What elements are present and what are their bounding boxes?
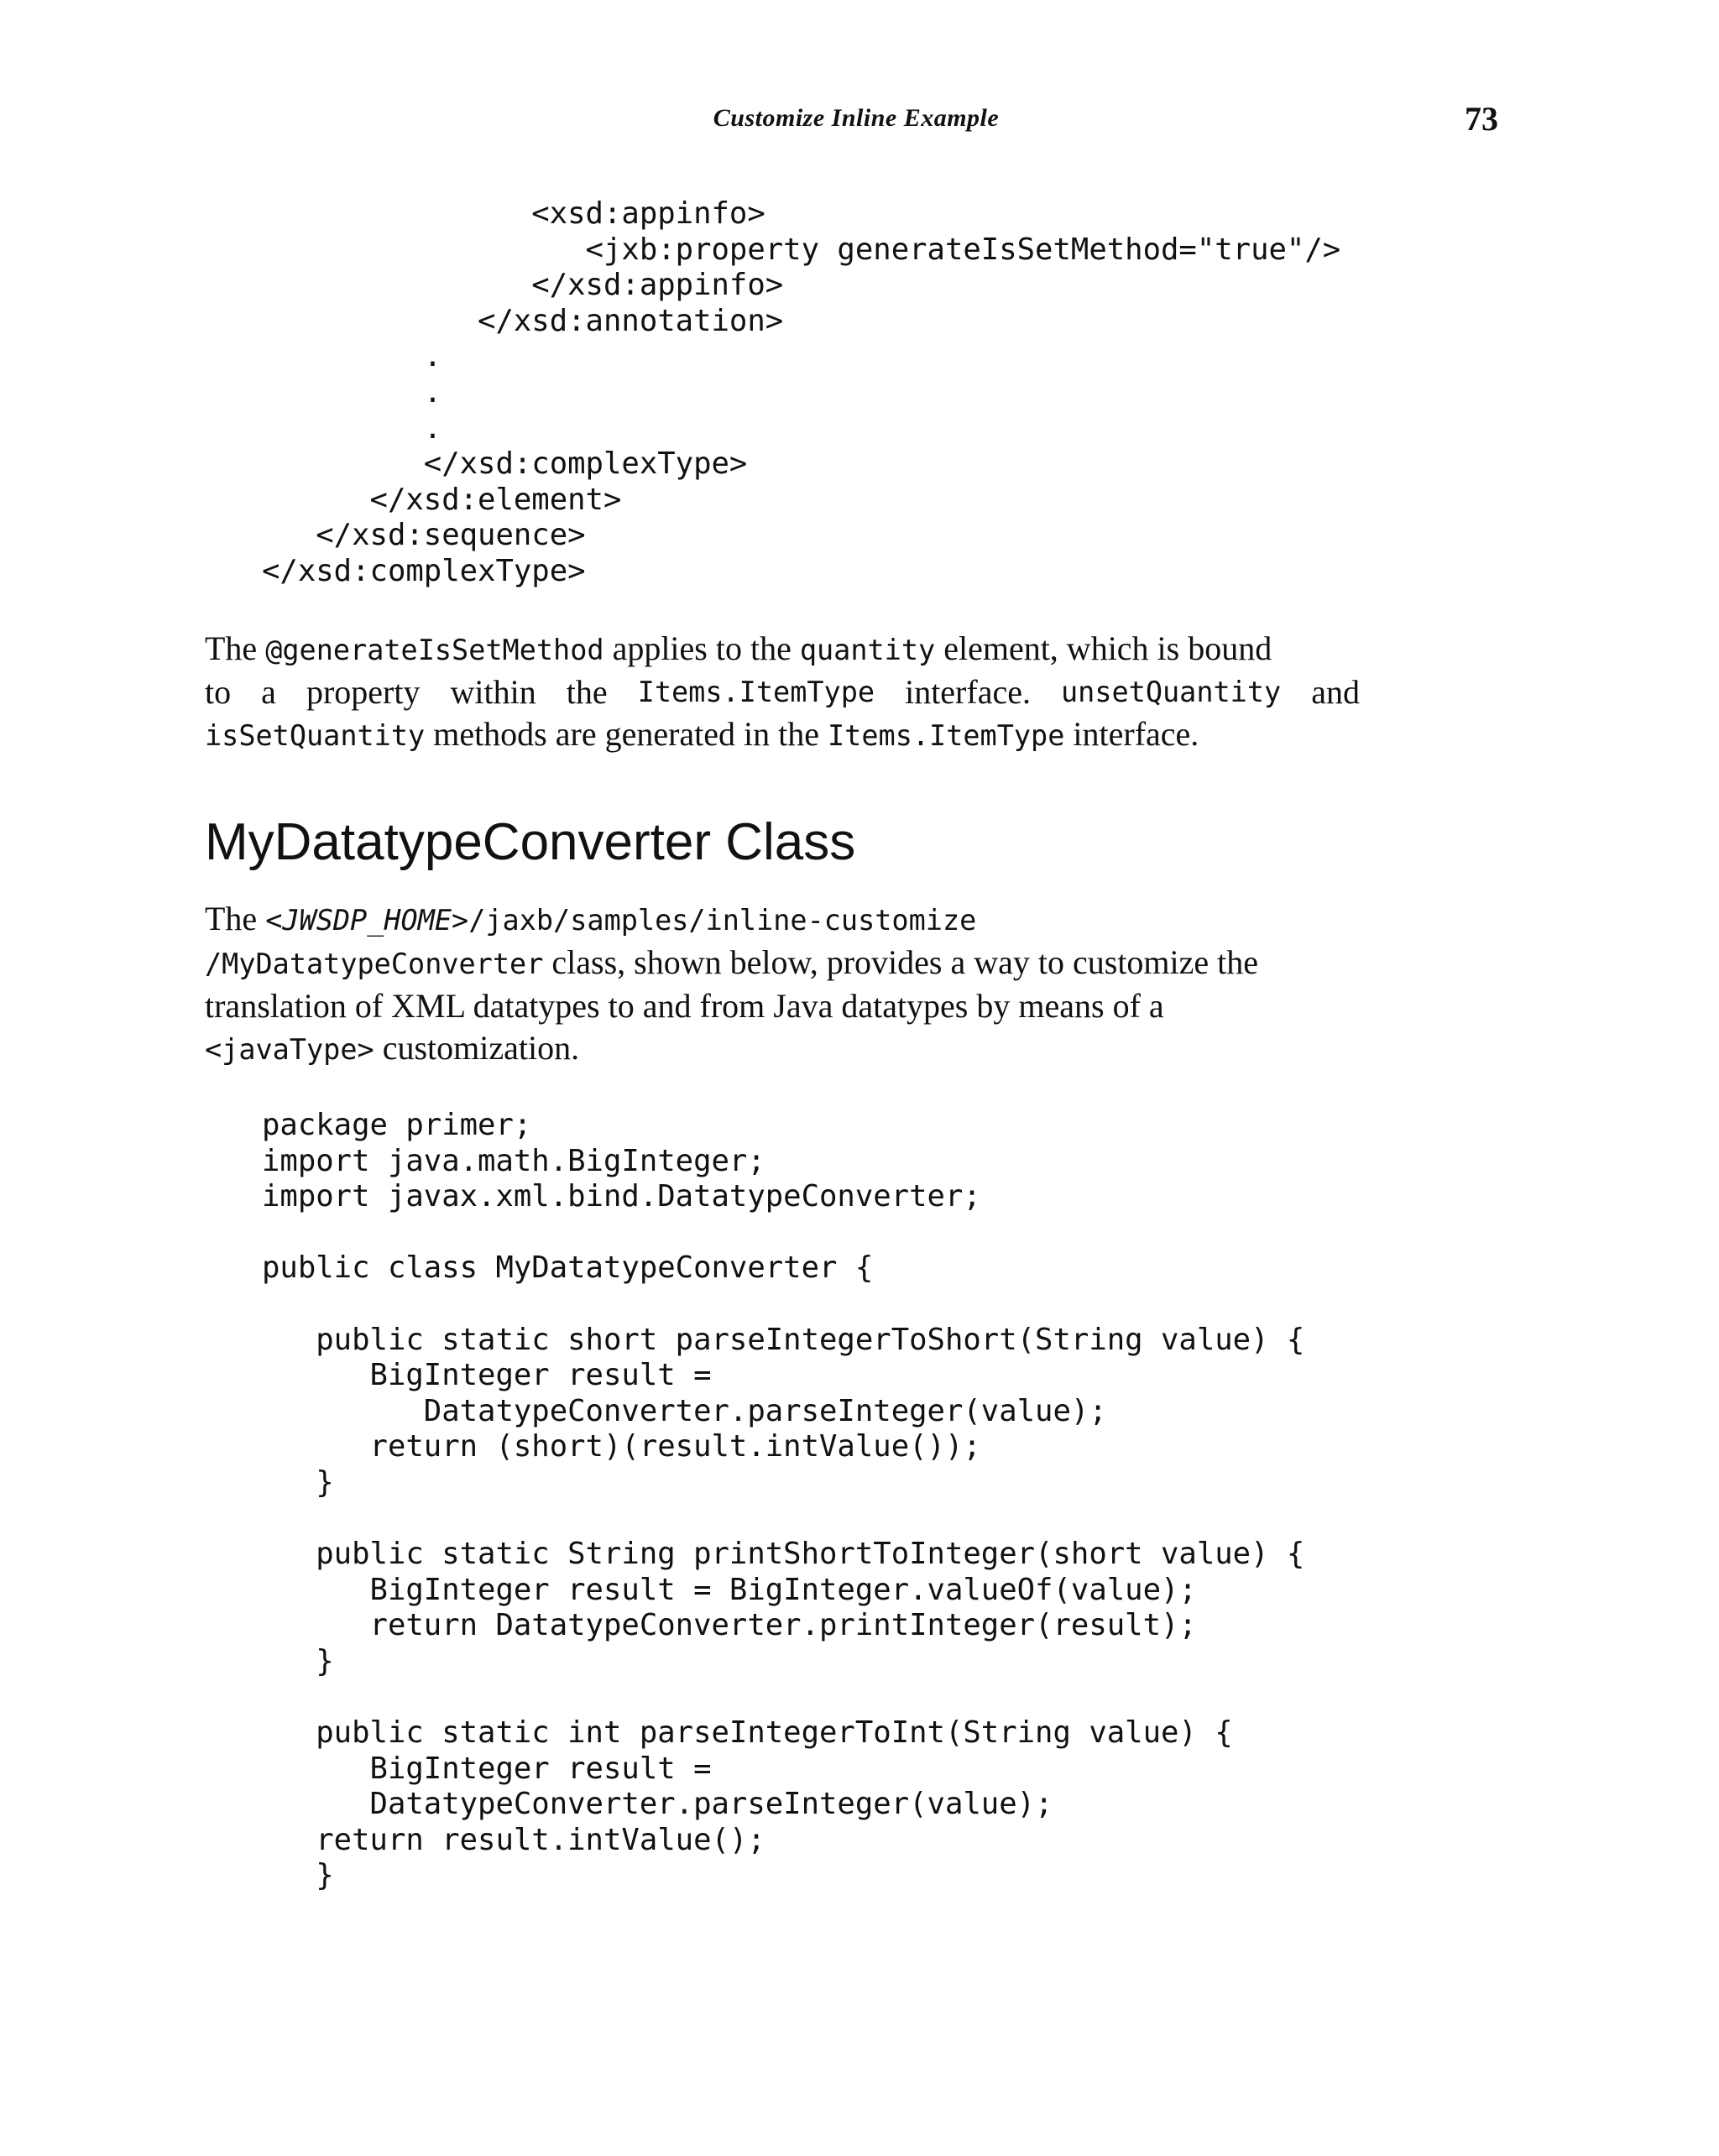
- text-run: customization.: [374, 1029, 580, 1067]
- code-block-java: package primer; import java.math.BigInteger; import javax.xml.bind.DatatypeConverter; public class MyDatatypeConverter { public static short parseIntegerToShort(String value) { BigInteger result = DatatypeConverter.parseInteger(value); return (short)(result.intValue()); } public static String printShortToInteger(short value) { BigInteger result = BigInteger.valueOf(value); return DatatypeConverter.printInteger(result); } public static int parseIntegerToInt(String value) { BigInteger result = DatatypeConverter.parseInteger(value); return result.intValue(); }: [262, 1108, 1305, 1893]
- word: interface.: [905, 673, 1031, 711]
- code-run: <javaType>: [205, 1033, 374, 1066]
- text-run: element, which is bound: [935, 629, 1272, 667]
- code-run: Items.ItemType: [637, 676, 875, 708]
- running-title: Customize Inline Example: [713, 104, 1000, 132]
- word: the: [566, 673, 608, 711]
- paragraph-line: [205, 628, 1360, 671]
- paragraph-line: [205, 1027, 1360, 1071]
- word: and: [1311, 673, 1360, 711]
- text-run: interface.: [1064, 715, 1199, 753]
- paragraph-converter-intro: [205, 898, 1360, 1071]
- running-head: [0, 99, 1719, 141]
- word: property: [306, 673, 421, 711]
- code-run: Items.ItemType: [828, 719, 1065, 752]
- code-run-italic: JWSDP_HOME: [282, 904, 452, 937]
- code-run: isSetQuantity: [205, 719, 426, 752]
- text-run: methods are generated in the: [425, 715, 828, 753]
- word: a: [261, 673, 276, 711]
- word: within: [450, 673, 536, 711]
- code-block-xsd: <xsd:appinfo> <jxb:property generateIsSetMethod="true"/> </xsd:appinfo> </xsd:annotation> . . . </xsd:complexType> </xsd:element> </xsd:sequence> </xsd:complexType>: [262, 196, 1341, 588]
- text-run: The: [205, 900, 266, 937]
- word: to: [205, 673, 232, 711]
- code-run: >/jaxb/samples/inline-customize: [452, 904, 977, 937]
- code-run: /MyDatatypeConverter: [205, 947, 544, 980]
- paragraph-line: [205, 898, 1360, 942]
- paragraph-line: translation of XML datatypes to and from Java datatypes by means of a: [205, 987, 1164, 1025]
- page-number: 73: [1465, 100, 1498, 138]
- text-run: The: [205, 629, 266, 667]
- paragraph-line: [205, 713, 1360, 757]
- paragraph-line: [205, 942, 1360, 985]
- text-run: class, shown below, provides a way to customize the: [543, 943, 1259, 981]
- code-run: @generateIsSetMethod: [265, 634, 604, 666]
- text-run: applies to the: [603, 629, 800, 667]
- paragraph-generate-isset: [205, 628, 1360, 757]
- code-run: quantity: [799, 634, 936, 666]
- section-heading: MyDatatypeConverter Class: [205, 813, 856, 871]
- paragraph-line: [205, 671, 1360, 713]
- code-run: unsetQuantity: [1061, 676, 1282, 708]
- code-run: <: [265, 904, 283, 937]
